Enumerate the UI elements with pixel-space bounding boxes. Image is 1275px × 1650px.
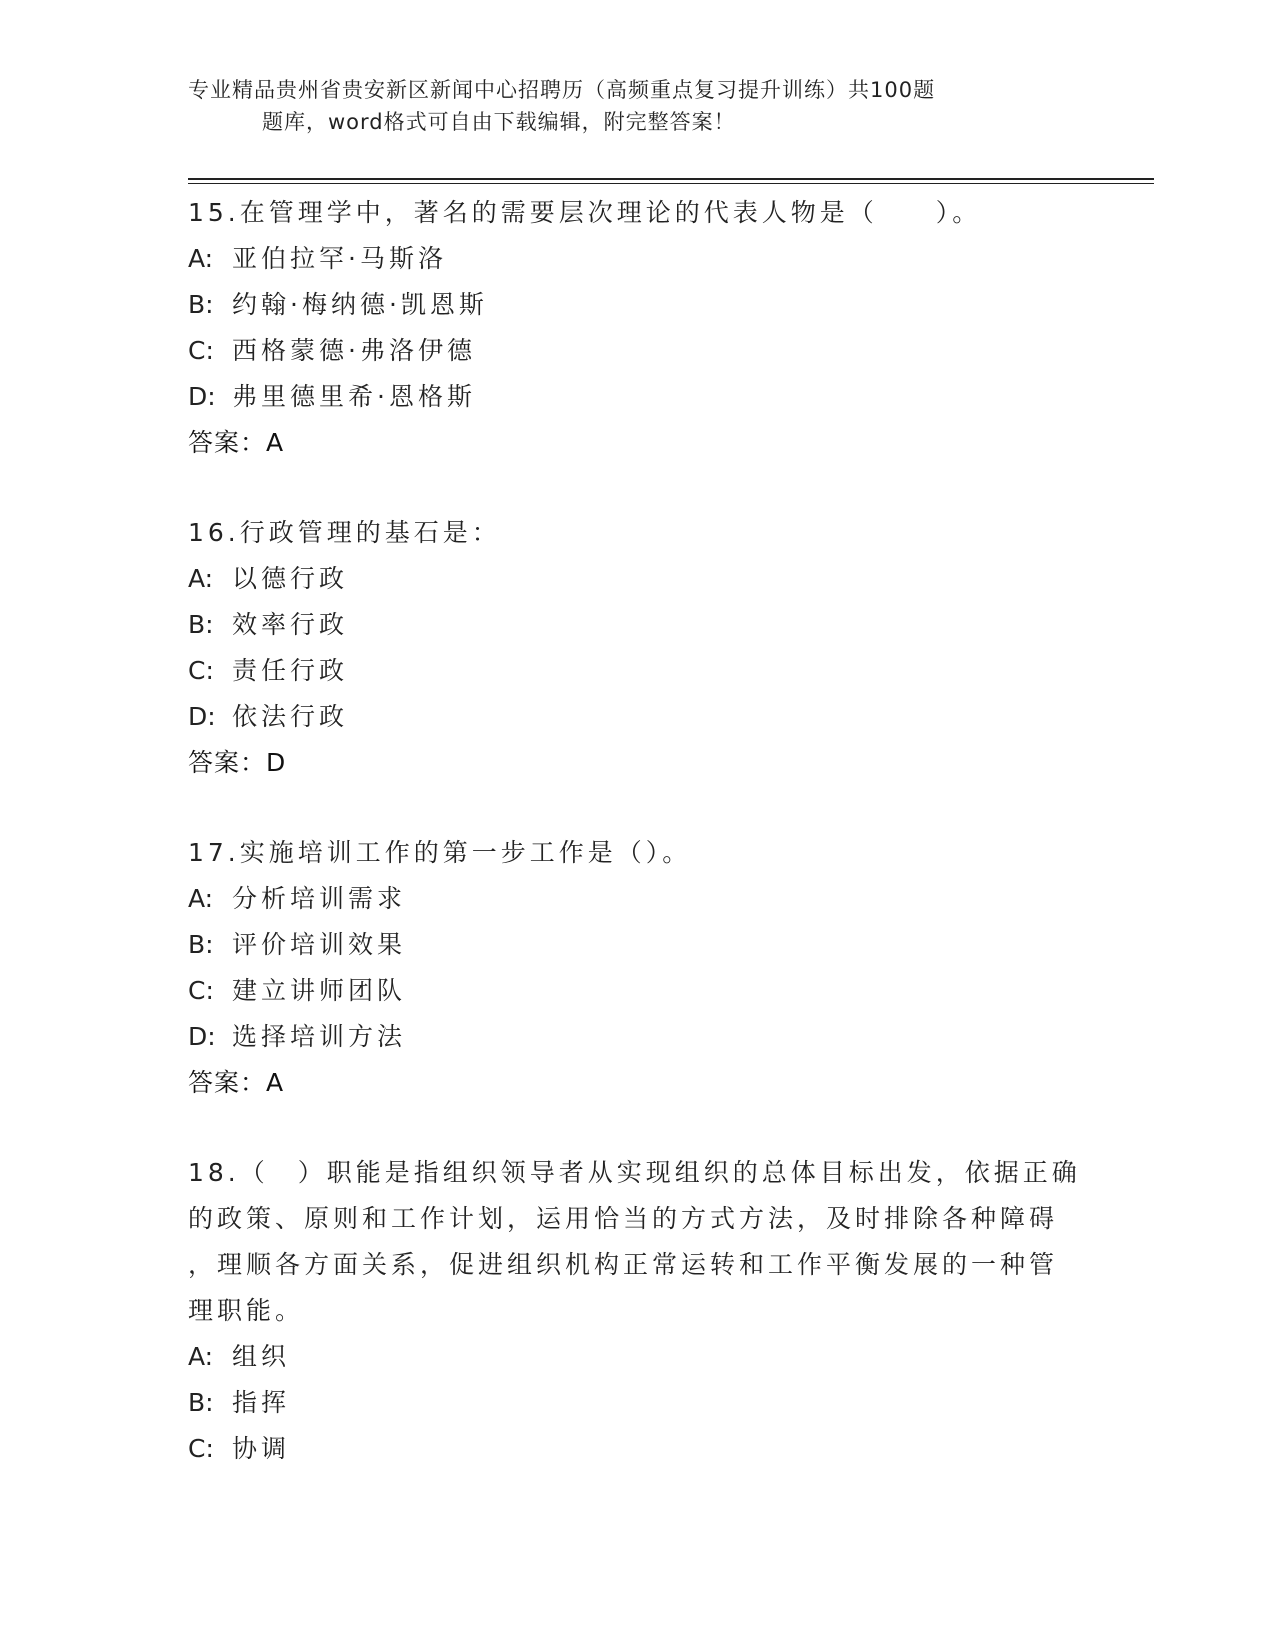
question-17 [188, 830, 1088, 1106]
option-letter: B: [188, 930, 214, 959]
spacer [188, 1106, 1088, 1150]
question-stem: 16.行政管理的基石是： [188, 518, 501, 547]
option-text: 协调 [232, 1434, 291, 1463]
option-text: 指挥 [232, 1388, 291, 1417]
option-b [188, 1380, 1088, 1426]
option-d [188, 374, 1088, 420]
question-list [188, 190, 1088, 1472]
option-c [188, 648, 1088, 694]
answer-line: 答案：D [188, 748, 287, 777]
option-letter: C: [188, 1434, 214, 1463]
spacer [188, 786, 1088, 830]
option-a [188, 1334, 1088, 1380]
option-letter: A: [188, 1342, 214, 1371]
question-16 [188, 510, 1088, 786]
question-stem: 17.实施培训工作的第一步工作是（）。 [188, 838, 692, 867]
answer-line: 答案：A [188, 1068, 285, 1097]
option-letter: B: [188, 610, 214, 639]
option-b [188, 282, 1088, 328]
option-text: 以德行政 [232, 564, 349, 593]
option-text: 组织 [232, 1342, 291, 1371]
option-b [188, 602, 1088, 648]
document-header [188, 74, 1068, 138]
question-18 [188, 1150, 1088, 1472]
option-letter: C: [188, 976, 214, 1005]
option-text: 分析培训需求 [232, 884, 407, 913]
option-text: 选择培训方法 [232, 1022, 407, 1051]
spacer [188, 466, 1088, 510]
question-stem-line: ，理顺各方面关系，促进组织机构正常运转和工作平衡发展的一种管 [188, 1250, 1059, 1279]
option-d [188, 694, 1088, 740]
option-text: 约翰·梅纳德·凯恩斯 [232, 290, 488, 319]
header-title-line-2: 题库，word格式可自由下载编辑，附完整答案！ [262, 110, 736, 134]
option-letter: C: [188, 336, 214, 365]
question-stem-line: 理职能。 [188, 1296, 305, 1325]
option-letter: B: [188, 290, 214, 319]
option-letter: A: [188, 244, 214, 273]
header-divider-thin [188, 183, 1154, 184]
option-letter: D: [188, 702, 216, 731]
option-letter: D: [188, 382, 216, 411]
option-text: 效率行政 [232, 610, 349, 639]
option-letter: D: [188, 1022, 216, 1051]
option-letter: A: [188, 564, 214, 593]
question-stem-line: 的政策、原则和工作计划，运用恰当的方式方法，及时排除各种障碍 [188, 1204, 1059, 1233]
option-a [188, 556, 1088, 602]
option-c [188, 968, 1088, 1014]
option-text: 西格蒙德·弗洛伊德 [232, 336, 476, 365]
question-stem [188, 1150, 1088, 1334]
answer-line: 答案：A [188, 428, 285, 457]
option-text: 亚伯拉罕·马斯洛 [232, 244, 447, 273]
question-stem: 15.在管理学中，著名的需要层次理论的代表人物是（ ）。 [188, 198, 982, 227]
question-15 [188, 190, 1088, 466]
header-title-line-1: 专业精品贵州省贵安新区新闻中心招聘历（高频重点复习提升训练）共100题 [188, 78, 936, 102]
option-a [188, 236, 1088, 282]
option-b [188, 922, 1088, 968]
option-text: 评价培训效果 [232, 930, 407, 959]
option-d [188, 1014, 1088, 1060]
option-letter: C: [188, 656, 214, 685]
option-c [188, 1426, 1088, 1472]
question-stem-line: 18.（ ）职能是指组织领导者从实现组织的总体目标出发，依据正确 [188, 1158, 1081, 1187]
option-letter: B: [188, 1388, 214, 1417]
option-text: 弗里德里希·恩格斯 [232, 382, 476, 411]
option-a [188, 876, 1088, 922]
option-text: 责任行政 [232, 656, 349, 685]
option-text: 依法行政 [232, 702, 349, 731]
option-text: 建立讲师团队 [232, 976, 407, 1005]
header-divider-thick [188, 178, 1154, 180]
option-letter: A: [188, 884, 214, 913]
option-c [188, 328, 1088, 374]
